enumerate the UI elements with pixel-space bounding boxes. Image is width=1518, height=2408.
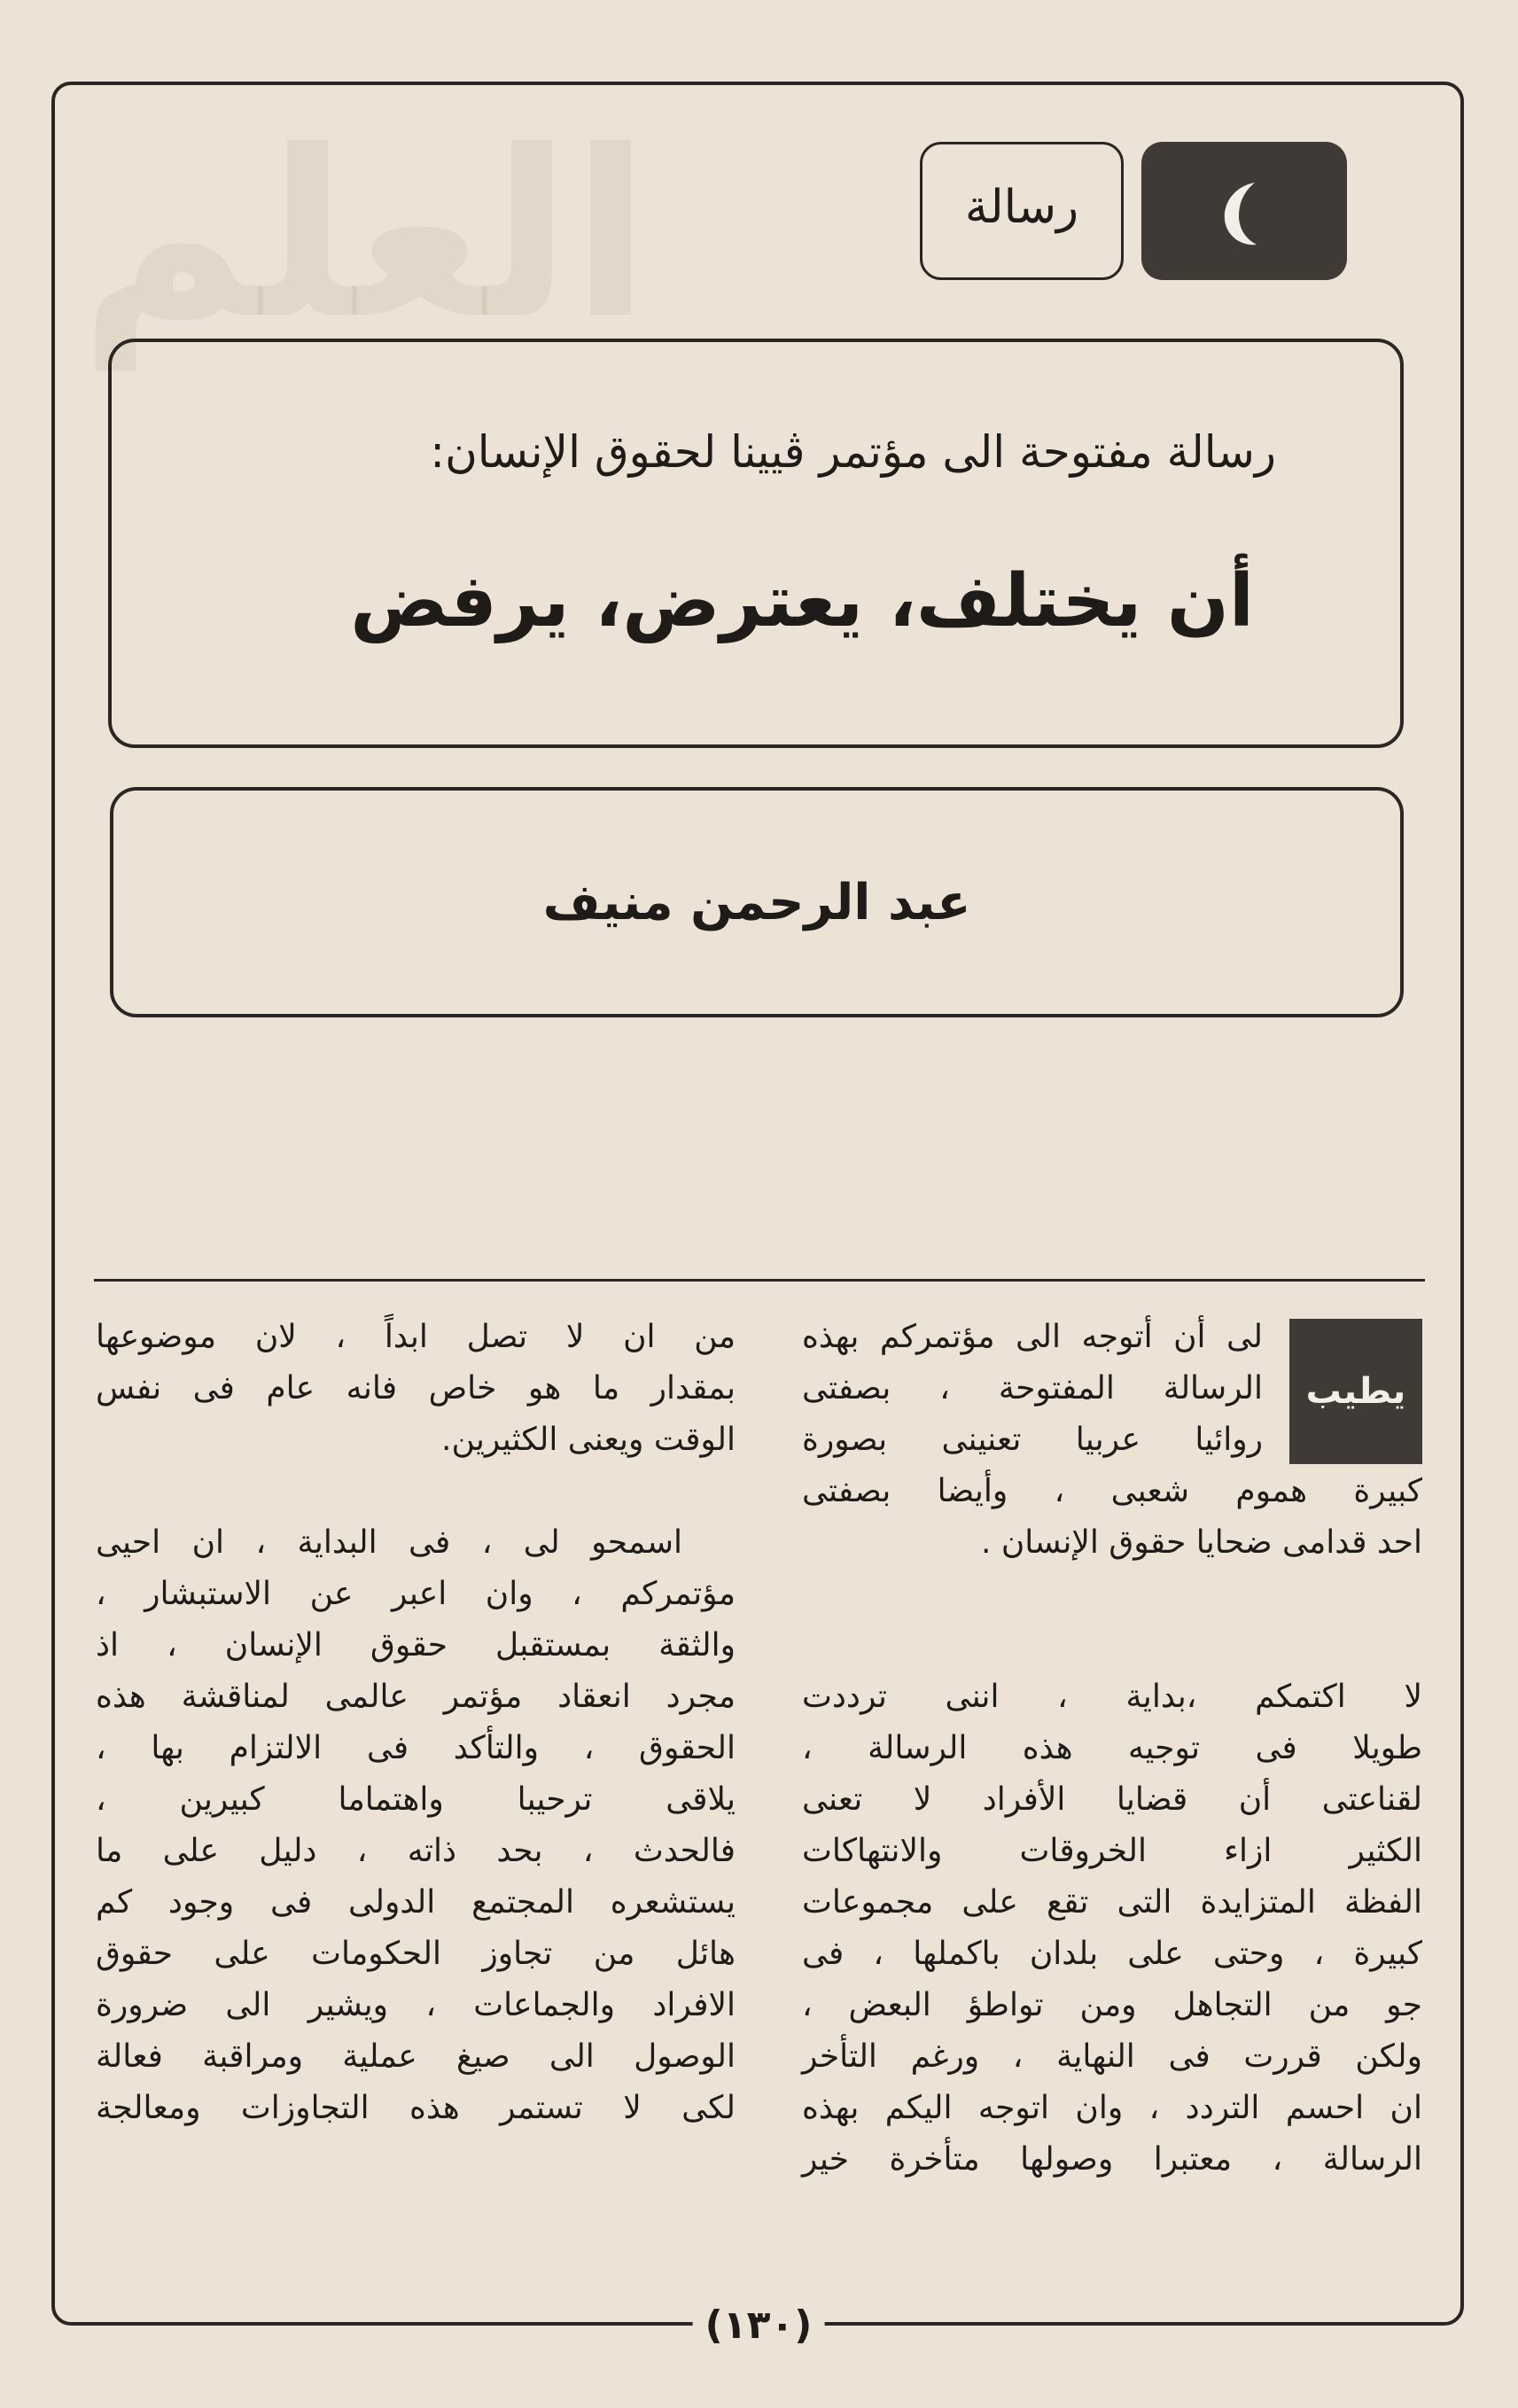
background-title-watermark: ﺍﻟﻌﻠﻢ — [80, 115, 650, 370]
body-line: طويلا فى توجيه هذه الرسالة ، — [802, 1730, 1422, 1766]
body-line: الرسالة المفتوحة ، بصفتى — [802, 1370, 1263, 1407]
body-line: فالحدث ، بحد ذاته ، دليل على ما — [96, 1833, 736, 1869]
body-line: الحقوق ، والتأكد فى الالتزام بها ، — [96, 1730, 736, 1766]
body-line: بمقدار ما هو خاص فانه عام فى نفس — [96, 1370, 736, 1407]
body-line: روائيا عربيا تعنينى بصورة — [802, 1422, 1263, 1458]
body-line: من ان لا تصل ابداً ، لان موضوعها — [96, 1319, 736, 1355]
section-divider — [94, 1279, 1425, 1282]
body-line: والثقة بمستقبل حقوق الإنسان ، اذ — [96, 1627, 736, 1664]
body-line: ولكن قررت فى النهاية ، ورغم التأخر — [802, 2038, 1422, 2075]
article-column-left — [96, 1312, 736, 2134]
body-line: كبيرة ، وحتى على بلدان باكملها ، فى — [802, 1936, 1422, 1972]
body-line: الرسالة ، معتبرا وصولها متأخرة خير — [802, 2141, 1422, 2178]
section-label: رسالة — [920, 142, 1124, 280]
body-line: الفظة المتزايدة التى تقع على مجموعات — [802, 1884, 1422, 1921]
body-line: احد قدامى ضحايا حقوق الإنسان . — [980, 1524, 1422, 1561]
body-line: لا اكتمكم ،بداية ، اننى ترددت — [802, 1679, 1422, 1715]
author-box — [110, 787, 1404, 1017]
article-headline: أن يختلف، يعترض، يرفض — [350, 559, 1254, 643]
crescent-icon — [1200, 167, 1288, 255]
body-line: الوقت ويعنى الكثيرين. — [441, 1422, 736, 1458]
page-number: (١٣٠) — [693, 2301, 825, 2350]
drop-word: يطيب — [1289, 1319, 1422, 1464]
body-line: مجرد انعقاد مؤتمر عالمى لمناقشة هذه — [96, 1679, 736, 1715]
author-name: عبد الرحمن منيف — [542, 873, 971, 931]
body-line: جو من التجاهل ومن تواطؤ البعض ، — [802, 1987, 1422, 2023]
body-line: ان احسم التردد ، وان اتوجه اليكم بهذه — [802, 2090, 1422, 2126]
body-line: يستشعره المجتمع الدولى فى وجود كم — [96, 1884, 736, 1921]
article-subtitle: رسالة مفتوحة الى مؤتمر ڤيينا لحقوق الإنسان: — [430, 426, 1276, 478]
body-line: لى أن أتوجه الى مؤتمركم بهذه — [802, 1319, 1263, 1355]
body-line: لكى لا تستمر هذه التجاوزات ومعالجة — [96, 2090, 736, 2126]
body-line: كبيرة هموم شعبى ، وأيضا بصفتى — [802, 1473, 1422, 1509]
section-logo — [1141, 142, 1347, 280]
body-line: الكثير ازاء الخروقات والانتهاكات — [802, 1833, 1422, 1869]
body-line: الافراد والجماعات ، ويشير الى ضرورة — [96, 1987, 736, 2023]
body-line: الوصول الى صيغ عملية ومراقبة فعالة — [96, 2038, 736, 2075]
body-line: لقناعتى أن قضايا الأفراد لا تعنى — [802, 1781, 1422, 1818]
title-box — [108, 339, 1404, 748]
body-line: اسمحو لى ، فى البداية ، ان احيى — [96, 1524, 682, 1561]
body-line: هائل من تجاوز الحكومات على حقوق — [96, 1936, 736, 1972]
article-column-right — [802, 1312, 1422, 2186]
body-line: مؤتمركم ، وان اعبر عن الاستبشار ، — [96, 1576, 736, 1612]
body-line: يلاقى ترحيبا واهتماما كبيرين ، — [96, 1781, 736, 1818]
